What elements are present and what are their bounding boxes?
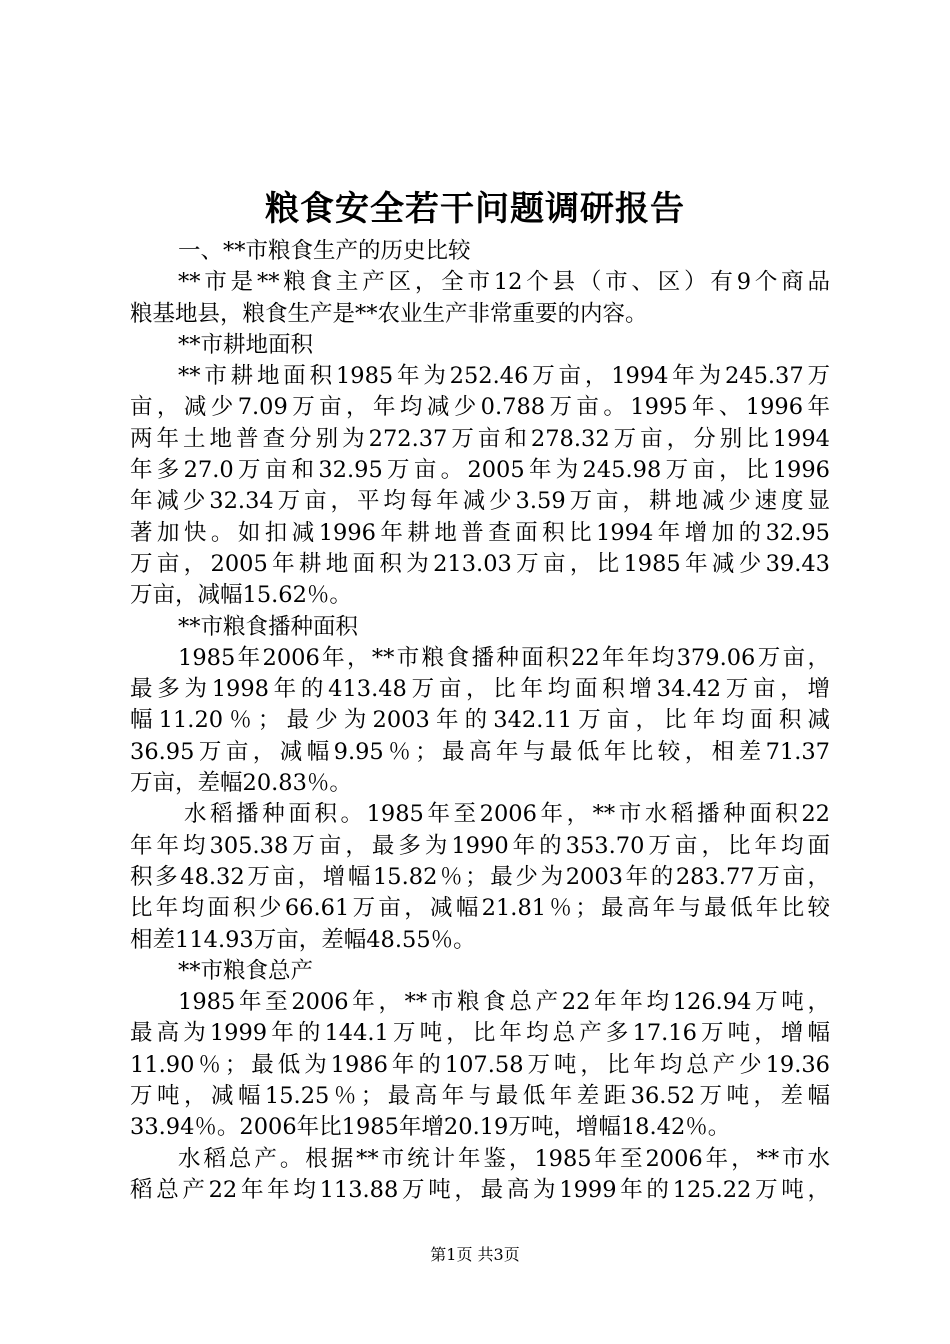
paragraph-line: 著加快。如扣减1996年耕地普查面积比1994年增加的32.95	[130, 519, 830, 546]
paragraph-line: 亩，减少7.09万亩，年均减少0.788万亩。1995年、1996年	[130, 394, 830, 421]
paragraph-line: 1985年2006年，**市粮食播种面积22年年均379.06万亩，	[178, 644, 830, 671]
page-number-footer: 第1页 共3页	[430, 1245, 520, 1264]
paragraph-line: 万亩，2005年耕地面积为213.03万亩，比1985年减少39.43	[130, 550, 830, 577]
subsection-heading: **市粮食总产	[178, 957, 314, 984]
paragraph-line: 1985年至2006年，**市粮食总产22年年均126.94万吨，	[178, 989, 830, 1016]
document-body	[130, 236, 830, 1206]
paragraph-line: 水稻总产。根据**市统计年鉴，1985年至2006年，**市水	[178, 1145, 830, 1172]
paragraph-line: 年减少32.34万亩，平均每年减少3.59万亩，耕地减少速度显	[130, 488, 830, 515]
subsection-heading: **市粮食播种面积	[178, 613, 359, 640]
paragraph-line: 最高为1999年的144.1万吨，比年均总产多17.16万吨，增幅	[130, 1020, 830, 1047]
paragraph-line: 万亩，差幅20.83％。	[130, 770, 352, 797]
paragraph-line: 万亩，减幅15.62％。	[130, 582, 352, 609]
paragraph-line: 年年均305.38万亩，最多为1990年的353.70万亩，比年均面	[130, 832, 830, 859]
document-title: 粮食安全若干问题调研报告	[265, 189, 685, 229]
subsection-heading: **市耕地面积	[178, 331, 314, 358]
paragraph-line: **市耕地面积1985年为252.46万亩，1994年为245.37万	[178, 363, 830, 390]
paragraph-line: 粮基地县，粮食生产是**农业生产非常重要的内容。	[130, 300, 648, 327]
paragraph-line: 幅11.20％；最少为2003年的342.11万亩，比年均面积减	[130, 707, 830, 734]
paragraph-line: 年多27.0万亩和32.95万亩。2005年为245.98万亩，比1996	[130, 457, 830, 484]
paragraph-line: 33.94％。2006年比1985年增20.19万吨，增幅18.42％。	[130, 1114, 731, 1141]
paragraph-line: 水稻播种面积。1985年至2006年，**市水稻播种面积22	[184, 801, 830, 828]
paragraph-line: 最多为1998年的413.48万亩，比年均面积增34.42万亩，增	[130, 676, 830, 703]
paragraph-line: **市是**粮食主产区，全市12个县（市、区）有9个商品	[178, 269, 830, 296]
paragraph-line: 相差114.93万亩，差幅48.55％。	[130, 926, 476, 953]
paragraph-line: 稻总产22年年均113.88万吨，最高为1999年的125.22万吨，	[130, 1176, 830, 1203]
paragraph-line: 比年均面积少66.61万亩，减幅21.81％；最高年与最低年比较	[130, 895, 830, 922]
paragraph-line: 积多48.32万亩，增幅15.82％；最少为2003年的283.77万亩，	[130, 863, 830, 890]
paragraph-line: 11.90％；最低为1986年的107.58万吨，比年均总产少19.36	[130, 1051, 830, 1078]
section-heading: 一、**市粮食生产的历史比较	[178, 238, 471, 264]
paragraph-line: 两年土地普查分别为272.37万亩和278.32万亩，分别比1994	[130, 425, 830, 452]
paragraph-line: 36.95万亩，减幅9.95％；最高年与最低年比较，相差71.37	[130, 738, 830, 765]
paragraph-line: 万吨，减幅15.25％；最高年与最低年差距36.52万吨，差幅	[130, 1083, 830, 1110]
